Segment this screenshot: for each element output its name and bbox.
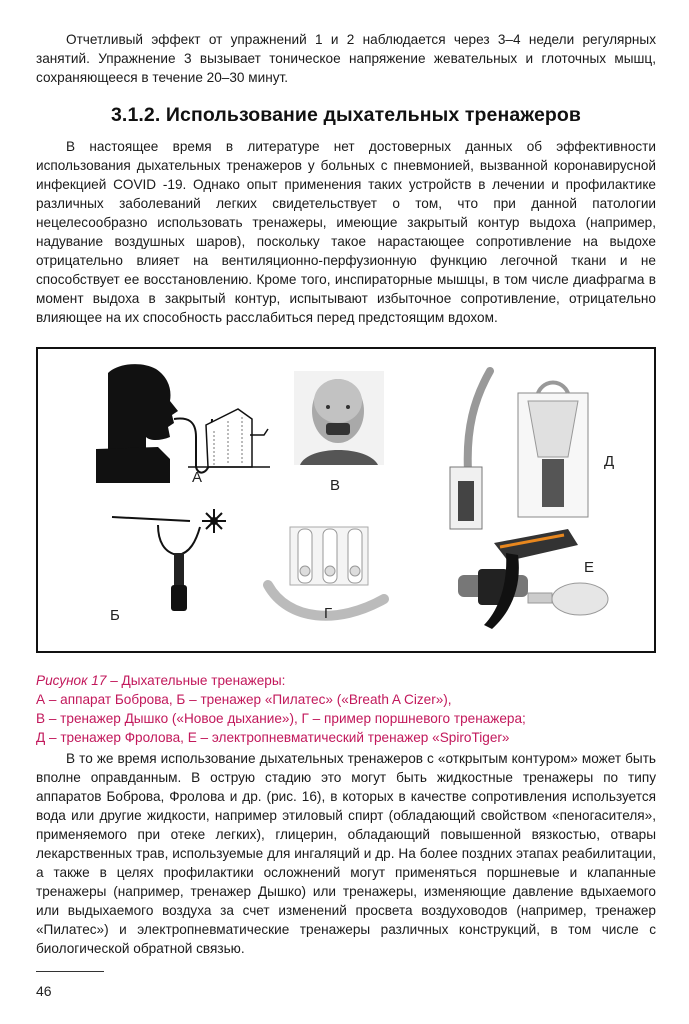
body-paragraph-2: В то же время использование дыхательных тренажеров с «открытым контуром» может быть вполне оправданным. В острую стадию это могут быть жидкостные тренажеры по типу аппаратов Боброва, Фролова и др. (рис. 16), в которых в качестве сопротивления используется вода или другие жидкости, например этиловый спирт (обладающий свойством «пеногасителя», применяемого при отеке легких), глицерин, обладающий повышенной вязкостью, отвары лекарственных трав, используемые для ингаляций и др. На более поздних этапах реабилитации, а также в целях профилактики осложнений могут применяться поршневые и клапанные тренажеры (например, тренажер Дышко) или тренажеры, изменяющие давление вдыхаемого или выдыхаемого воздуха за счет изменений просвета воздуховодов (например, тренажер «Пилатес») и электропневматические тренажеры различных конструкций, в том числе с биологической обратной связью. [36, 751, 656, 956]
spirotiger-illustration [458, 529, 608, 629]
footnote-rule [36, 971, 104, 972]
caption-line-3: Д – тренажер Фролова, Е – электропневматический тренажер «SpiroTiger» [36, 730, 510, 745]
body-paragraph-1: В настоящее время в литературе нет достоверных данных об эффективности использования дыхательных тренажеров у больных с пневмонией, вызванной коронавирусной инфекцией COVID -19. Однако опыт применения таких устройств в лечении и профилактике различных заболеваний легких свидетельствует о том, что при данной патологии нецелесообразно использовать тренажеры, имеющие закрытый контур выдоха (например, надувание воздушных шаров), поскольку такое нарастающее сопротивление на выдохе отрицательно влияет на вентиляционно-перфузионную функцию легочной ткани и не способствует ее восстановлению. Кроме того, инспираторные мышцы, в том числе диафрагма в момент выдоха в закрытый контур, испытывают избыточное сопротивление, отрицательно влияющее на их способность расслабиться перед предстоящим вдохом. [36, 139, 656, 325]
page-number: 46 [36, 983, 52, 999]
figure-letter-d: Д [604, 453, 615, 470]
figure-letter-e: Е [584, 559, 595, 576]
figure-letter-b: Б [110, 607, 120, 624]
caption-title-line [36, 671, 656, 690]
caption-line-2: В – тренажер Дышко («Новое дыхание»), Г – пример поршневого тренажера; [36, 711, 526, 726]
piston-trainer-illustration [268, 527, 384, 616]
section-number: 3.1.2. [110, 104, 161, 126]
figure-letter-a: А [192, 469, 203, 486]
caption-line-1: А – аппарат Боброва, Б – тренажер «Пилатес» («Breath A Cizer»), [36, 692, 452, 707]
intro-paragraph: Отчетливый эффект от упражнений 1 и 2 наблюдается через 3–4 недели регулярных занятий. Упражнение 3 вызывает тоническое напряжение жевательных и глоточных мышц, сохраняющееся в течение 20–30 минут. [36, 32, 656, 85]
pilates-trainer-illustration [112, 509, 226, 611]
section-title: Использование дыхательных тренажеров [165, 104, 582, 126]
figure-illustrations [38, 349, 654, 651]
figure-caption [36, 671, 656, 747]
figure-17-breathing-trainers [36, 347, 656, 653]
section-heading [36, 104, 656, 127]
dyshko-trainer-photo [294, 371, 384, 465]
caption-title: – Дыхательные тренажеры: [106, 673, 286, 688]
bobrov-apparatus-illustration [96, 364, 270, 483]
caption-label: Рисунок 17 [36, 673, 107, 688]
figure-letter-v: В [330, 477, 341, 494]
frolov-trainer-illustration [450, 371, 588, 529]
figure-letter-g: Г [324, 605, 333, 622]
